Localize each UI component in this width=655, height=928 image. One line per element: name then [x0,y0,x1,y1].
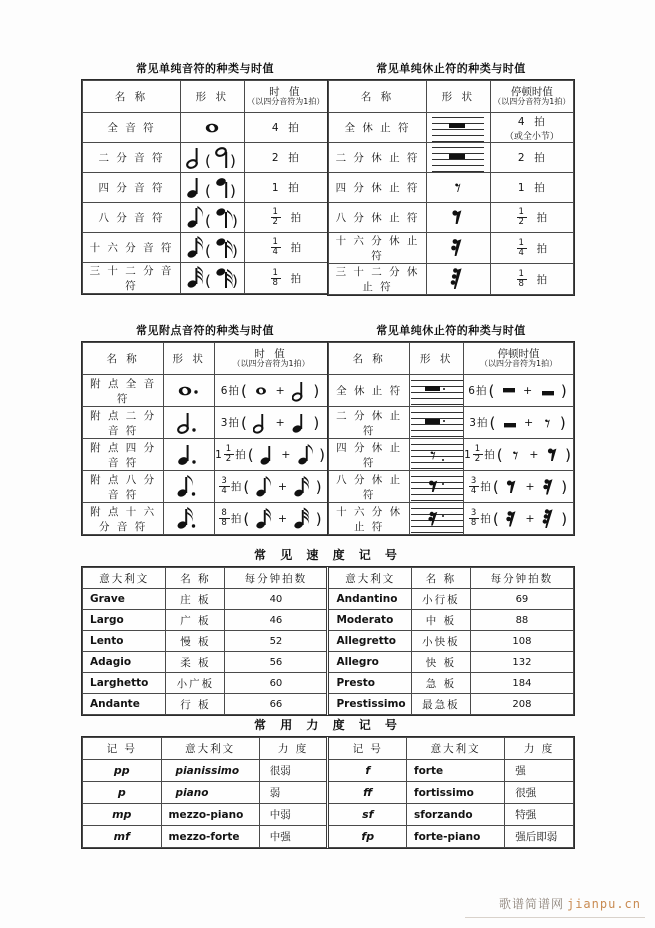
dotted-note-value-number: 6 [220,384,229,397]
col-header-shape: 形 状 [427,81,491,113]
quarter-rest-icon [427,173,491,203]
sixteenth-rest-icon [427,233,491,264]
table-row [329,471,574,503]
table-row [83,439,328,471]
table-header-row [83,343,328,375]
dynamic-italian: pianissimo [161,760,259,782]
table-dynamics-markings [82,737,574,848]
thirtysecond-rest-icon [427,264,491,295]
col-header-shape: 形 状 [410,343,464,375]
tempo-chinese-name: 广 板 [166,610,225,631]
table-body [83,113,328,294]
dotted-rest-name: 十 六 分 休 止 符 [329,503,410,535]
dynamic-strength: 弱 [259,782,328,804]
table-header [83,343,328,375]
table-row [83,407,328,439]
col-header-value-main: 停顿时值 [510,86,553,99]
dotted-note-value-unit: 拍 [228,384,240,397]
dynamic-symbol: f [328,760,407,782]
staff [411,378,463,404]
dotted-rest-name: 全 休 止 符 [329,375,410,407]
table-row [83,113,328,143]
note-value [244,233,327,263]
dynamic-symbol: mp [83,804,162,826]
tempo-chinese-name: 行 板 [166,694,225,715]
watermark-domain: jianpu.cn [566,897,641,911]
dynamic-symbol: p [83,782,162,804]
tempo-bpm: 184 [470,673,573,694]
dotted-note-value: $\frac{8}{8}$ 拍( + ) [215,503,328,535]
rest-value-unit: 拍 [534,182,546,194]
col-header-value [215,343,328,375]
note-value-fraction: $\frac{1}{8}$ [272,267,279,288]
table-row [329,375,574,407]
dotted-note-value-unit: 拍 [235,448,247,461]
table-header-row [83,738,574,760]
rest-name: 全 休 止 符 [329,113,427,143]
note-name: 三 十 二 分 音 符 [83,263,181,294]
table-row [329,233,574,264]
col-header-name: 名 称 [329,81,427,113]
note-value [244,173,327,203]
dotted-eighth-rest-icon [410,471,464,503]
table-body [329,375,574,535]
col-header-value-note: （以四分音符为1拍） [479,359,558,369]
note-value-unit: 拍 [288,152,300,164]
rest-value [490,264,573,295]
col-header-name-right: 名 称 [411,568,470,589]
dotted-note-value: 1 $\frac{1}{2}$ 拍( + ) [215,439,328,471]
col-header-value-main: 时 值 [269,86,303,99]
table-dotted-notes [82,342,328,535]
dotted-rest-value-fraction: $\frac{1}{2}$ [474,443,482,464]
col-header-value-main: 时 值 [254,348,288,361]
dynamic-symbol: fp [328,826,407,848]
rest-name: 三 十 二 分 休 止 符 [329,264,427,295]
rest-name: 十 六 分 休 止 符 [329,233,427,264]
rest-value-extra: （或全小节） [504,131,559,142]
col-header-name-left: 名 称 [166,568,225,589]
dotted-rest-value-unit: 拍 [480,480,492,493]
svg-text:): ) [232,241,239,260]
section-simple-rests [328,60,574,295]
staff [411,410,463,436]
dotted-rest-value-number: 6 [468,384,476,397]
dotted-note-value: $\frac{3}{4}$ 拍( + ) [215,471,328,503]
dotted-rest-value-unit: 拍 [476,416,489,429]
dotted-rest-value-int: 1 [464,448,472,461]
dotted-rest-value-number: 3 [469,416,477,429]
rest-name: 八 分 休 止 符 [329,203,427,233]
tempo-bpm: 40 [225,589,328,610]
dotted-note-value-unit: 拍 [228,416,240,429]
table-header [83,568,574,589]
table-row [83,173,328,203]
dotted-note-value-fraction: $\frac{3}{4}$ [221,475,228,496]
dotted-rest-value-fraction: $\frac{3}{4}$ [470,475,478,496]
dotted-rest-value-fraction: $\frac{3}{8}$ [470,507,478,528]
tempo-italian: Grave [83,589,166,610]
dynamic-strength: 中弱 [259,804,328,826]
dynamic-italian: forte-piano [407,826,505,848]
table-row [83,233,328,263]
tempo-bpm: 88 [470,610,573,631]
tempo-italian: Andantino [328,589,411,610]
dotted-rest-value: 3拍( + 𝄾 ) [464,407,574,439]
section-title-simple-notes: 常见单纯音符的种类与时值 [136,62,274,75]
rest-value-unit: 拍 [536,273,549,286]
table-row [329,439,574,471]
rest-value-unit: 拍 [534,152,546,164]
dotted-note-name: 附 点 十 六 分 音 符 [83,503,164,535]
section-title-dotted-notes: 常见附点音符的种类与时值 [136,324,274,337]
tempo-bpm: 52 [225,631,328,652]
dotted-sixteenth-rest-icon [410,503,464,535]
dynamic-symbol: sf [328,804,407,826]
rest-value [490,233,573,264]
table-row [329,407,574,439]
table-row [83,694,574,715]
svg-text:(: ( [205,241,212,260]
thirtysecond-note-icon [181,263,245,294]
dotted-note-name: 附 点 全 音 符 [83,375,164,407]
rest-value-unit: 拍 [534,115,546,128]
tempo-chinese-name: 最急板 [411,694,470,715]
tempo-chinese-name: 小行板 [411,589,470,610]
note-value-number: 4 [271,122,280,134]
half-note-icon [181,143,245,173]
col-header-shape: 形 状 [164,343,215,375]
staff [411,506,463,532]
tempo-chinese-name: 柔 板 [166,652,225,673]
col-header-value-note: （以四分音符为1拍） [247,97,325,107]
col-header-bpm-right: 每分钟拍数 [470,568,573,589]
rest-value-fraction: $\frac{1}{2}$ [518,207,525,227]
staff [432,145,484,171]
whole-note-icon [181,113,245,143]
watermark [499,895,641,912]
staff [411,442,463,468]
col-header-value-note: （以四分音符为1拍） [493,97,571,107]
dotted-whole-note-icon [164,375,215,407]
dotted-note-value-unit: 拍 [230,480,243,493]
col-header-italian-right: 意大利文 [407,738,505,760]
table-row [83,760,574,782]
section-tempo-markings [82,546,574,715]
dotted-rest-value-unit: 拍 [475,384,488,397]
tempo-chinese-name: 庄 板 [166,589,225,610]
section-title-dotted-rests: 常见单纯休止符的种类与时值 [376,324,526,337]
note-value-unit: 拍 [290,272,303,285]
tempo-italian: Presto [328,673,411,694]
tempo-italian: Largo [83,610,166,631]
table-row [83,610,574,631]
table-row [329,113,574,143]
table-dotted-rests [328,342,574,535]
dotted-rest-value-unit: 拍 [484,448,496,461]
col-header-bpm-left: 每分钟拍数 [225,568,328,589]
sixteenth-note-icon [181,233,245,263]
whole-rest-icon [427,113,491,143]
note-name: 二 分 音 符 [83,143,181,173]
dotted-eighth-note-icon [164,471,215,503]
col-header-name: 名 称 [83,343,164,375]
svg-text:𝄾: 𝄾 [455,174,462,201]
col-header-strength-left: 力 度 [259,738,328,760]
col-header-symbol-left: 记 号 [83,738,162,760]
tempo-italian: Larghetto [83,673,166,694]
col-header-value-note: （以四分音符为1拍） [232,359,310,369]
dotted-note-name: 附 点 八 分 音 符 [83,471,164,503]
note-name: 八 分 音 符 [83,203,181,233]
rest-value-unit: 拍 [536,212,549,224]
table-body [83,375,328,535]
table-row [83,673,574,694]
table-row [83,263,328,294]
svg-text:𝄾: 𝄾 [544,411,552,435]
rest-value-fraction: $\frac{1}{8}$ [518,268,525,289]
tempo-italian: Prestissimo [328,694,411,715]
dotted-note-value-unit: 拍 [230,512,243,525]
tempo-chinese-name: 小广板 [166,673,225,694]
tempo-italian: Allegro [328,652,411,673]
note-value [244,113,327,143]
rest-value [490,143,573,173]
col-header-italian-right: 意大利文 [328,568,411,589]
section-title-simple-rests: 常见单纯休止符的种类与时值 [376,62,526,75]
dotted-half-rest-icon [410,407,464,439]
rest-value-unit: 拍 [536,242,549,255]
table-body [329,113,574,295]
dynamic-italian: sforzando [407,804,505,826]
section-dynamics-markings [82,716,574,848]
dotted-rest-value: $\frac{3}{8}$ 拍( + ) [464,503,574,535]
rest-value-fraction: $\frac{1}{4}$ [518,237,525,258]
tempo-chinese-name: 慢 板 [166,631,225,652]
rest-name: 四 分 休 止 符 [329,173,427,203]
note-name: 十 六 分 音 符 [83,233,181,263]
tempo-bpm: 46 [225,610,328,631]
section-dotted-notes [82,322,328,535]
svg-text:): ) [230,181,237,200]
dotted-whole-rest-icon [410,375,464,407]
rest-value-number: 4 [517,115,526,128]
col-header-italian-left: 意大利文 [161,738,259,760]
table-header-row [83,81,328,113]
dotted-rest-name: 二 分 休 止 符 [329,407,410,439]
dynamic-italian: forte [407,760,505,782]
note-name: 四 分 音 符 [83,173,181,203]
tempo-bpm: 66 [225,694,328,715]
section-simple-notes [82,60,328,294]
dynamic-symbol: pp [83,760,162,782]
tempo-bpm: 60 [225,673,328,694]
table-row [83,652,574,673]
tempo-chinese-name: 中 板 [411,610,470,631]
rest-value-number: 1 [517,182,526,194]
tempo-italian: Lento [83,631,166,652]
note-value-number: 2 [271,152,280,164]
dynamic-strength: 中强 [259,826,328,848]
tempo-bpm: 132 [470,652,573,673]
table-header [83,738,574,760]
tempo-bpm: 208 [470,694,573,715]
table-simple-notes [82,80,328,294]
dotted-rest-value: 1 $\frac{1}{2}$ 拍( 𝄾 + ) [464,439,574,471]
table-header-row [329,343,574,375]
tempo-bpm: 69 [470,589,573,610]
note-value [244,143,327,173]
note-value-unit: 拍 [290,242,303,254]
dotted-quarter-rest-icon [410,439,464,471]
dynamic-strength: 强后即弱 [505,826,574,848]
dotted-note-value-fraction: $\frac{1}{2}$ [225,443,233,464]
table-row [329,503,574,535]
table-header [329,343,574,375]
dynamic-strength: 特强 [505,804,574,826]
note-value-unit: 拍 [288,182,300,194]
rest-value-number: 2 [517,152,526,164]
table-row [83,631,574,652]
dotted-rest-value: $\frac{3}{4}$ 拍( + ) [464,471,574,503]
table-tempo-markings [82,567,574,715]
dynamic-strength: 很弱 [259,760,328,782]
table-header [329,81,574,113]
svg-text:(: ( [205,272,212,290]
table-simple-rests [328,80,574,295]
col-header-strength-right: 力 度 [505,738,574,760]
table-row [329,173,574,203]
col-header-name: 名 称 [83,81,181,113]
dynamic-symbol: mf [83,826,162,848]
staff [411,474,463,500]
tempo-italian: Andante [83,694,166,715]
col-header-value [464,343,574,375]
tempo-chinese-name: 小快板 [411,631,470,652]
eighth-note-icon [181,203,245,233]
note-value [244,203,327,233]
quarter-note-icon [181,173,245,203]
tempo-chinese-name: 快 板 [411,652,470,673]
staff [432,115,484,141]
svg-text:(: ( [205,211,212,230]
col-header-value [490,81,573,113]
table-header-row [83,568,574,589]
dotted-half-note-icon [164,407,215,439]
note-value-unit: 拍 [290,212,303,224]
table-row [83,471,328,503]
svg-text:𝄾: 𝄾 [512,443,520,467]
rest-value [490,113,573,143]
table-row [329,264,574,295]
tempo-bpm: 56 [225,652,328,673]
col-header-italian-left: 意大利文 [83,568,166,589]
col-header-value-main: 停顿时值 [497,348,540,361]
svg-text:𝄾: 𝄾 [429,443,436,467]
col-header-shape: 形 状 [181,81,245,113]
svg-text:(: ( [205,151,212,170]
tempo-italian: Adagio [83,652,166,673]
section-dotted-rests [328,322,574,535]
half-rest-icon [427,143,491,173]
col-header-value [244,81,327,113]
dynamic-strength: 很强 [505,782,574,804]
watermark-site-name: 歌谱简谱网 [498,897,564,911]
dotted-rest-name: 八 分 休 止 符 [329,471,410,503]
table-row [83,203,328,233]
note-value [244,263,327,294]
table-row [83,782,574,804]
tempo-italian: Moderato [328,610,411,631]
dotted-rest-name: 四 分 休 止 符 [329,439,410,471]
dynamic-symbol: ff [328,782,407,804]
dotted-rest-value-unit: 拍 [480,512,492,525]
dotted-quarter-note-icon [164,439,215,471]
table-row [83,375,328,407]
dotted-note-value: 3拍( + ) [215,407,328,439]
table-body [83,760,574,848]
table-row [83,804,574,826]
table-row [83,589,574,610]
dotted-note-value-int: 1 [215,448,223,461]
col-header-name: 名 称 [329,343,410,375]
table-header-row [329,81,574,113]
dynamic-italian: mezzo-piano [161,804,259,826]
watermark-rule [465,917,645,918]
table-row [329,143,574,173]
tempo-chinese-name: 急 板 [411,673,470,694]
note-value-number: 1 [271,182,280,194]
dotted-note-name: 附 点 二 分 音 符 [83,407,164,439]
dynamic-italian: mezzo-forte [161,826,259,848]
rest-value [490,173,573,203]
svg-text:): ) [230,151,237,170]
table-row [83,503,328,535]
table-row [329,203,574,233]
dotted-sixteenth-note-icon [164,503,215,535]
col-header-symbol-right: 记 号 [328,738,407,760]
table-header [83,81,328,113]
table-row [83,143,328,173]
dotted-note-value-fraction: $\frac{8}{8}$ [221,507,228,528]
tempo-bpm: 108 [470,631,573,652]
dotted-note-value: 6拍( + ) [215,375,328,407]
dynamic-italian: piano [161,782,259,804]
section-title-tempo: 常 见 速 度 记 号 [254,548,402,562]
dotted-rest-value: 6拍( + ) [464,375,574,407]
table-body [83,589,574,715]
dynamic-strength: 强 [505,760,574,782]
table-row [83,826,574,848]
dotted-note-name: 附 点 四 分 音 符 [83,439,164,471]
tempo-italian: Allegretto [328,631,411,652]
note-value-unit: 拍 [288,122,300,134]
note-value-fraction: $\frac{1}{4}$ [272,237,279,257]
rest-value [490,203,573,233]
svg-text:(: ( [205,181,212,200]
note-value-fraction: $\frac{1}{2}$ [272,207,279,227]
eighth-rest-icon [427,203,491,233]
dotted-note-value-number: 3 [220,416,229,429]
section-title-dynamics: 常 用 力 度 记 号 [254,718,402,732]
dynamic-italian: fortissimo [407,782,505,804]
rest-name: 二 分 休 止 符 [329,143,427,173]
svg-text:): ) [232,272,239,290]
note-name: 全 音 符 [83,113,181,143]
svg-text:): ) [232,211,239,230]
